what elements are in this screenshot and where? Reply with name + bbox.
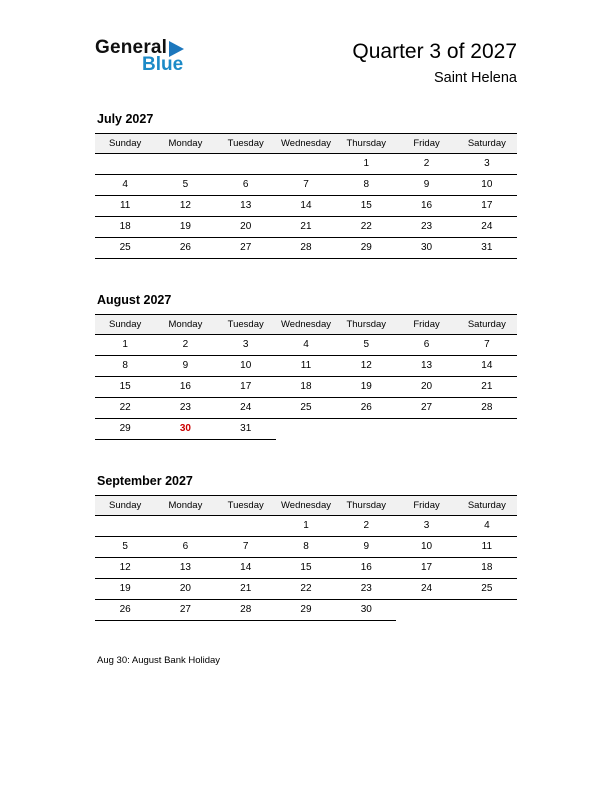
- date-cell: 17: [216, 377, 276, 398]
- date-cell: 20: [396, 377, 456, 398]
- date-cell: 24: [396, 579, 456, 600]
- date-cell: 30: [396, 238, 456, 259]
- date-cell: 21: [457, 377, 517, 398]
- date-cell: 18: [457, 558, 517, 579]
- date-cell: 19: [95, 579, 155, 600]
- empty-cell: [276, 419, 336, 440]
- date-cell: 8: [336, 175, 396, 196]
- page-header: [95, 38, 517, 86]
- date-cell: 13: [396, 356, 456, 377]
- week-row: [95, 537, 517, 558]
- date-cell: 9: [155, 356, 215, 377]
- general-blue-logo: [95, 38, 184, 74]
- date-cell: 1: [336, 154, 396, 175]
- month-section: [95, 112, 517, 259]
- date-cell: 18: [95, 217, 155, 238]
- date-cell: 14: [276, 196, 336, 217]
- date-cell: 7: [216, 537, 276, 558]
- empty-cell: [155, 154, 215, 175]
- month-calendar-table: [95, 495, 517, 621]
- week-row: [95, 217, 517, 238]
- week-row: [95, 238, 517, 259]
- week-row: [95, 154, 517, 175]
- day-header-cell: Monday: [155, 134, 215, 154]
- day-header-cell: Thursday: [336, 496, 396, 516]
- date-cell: 10: [457, 175, 517, 196]
- empty-cell: [216, 516, 276, 537]
- date-cell: 4: [276, 335, 336, 356]
- date-cell: 20: [216, 217, 276, 238]
- day-header-cell: Tuesday: [216, 315, 276, 335]
- date-cell: 25: [95, 238, 155, 259]
- date-cell: 9: [336, 537, 396, 558]
- week-row: [95, 558, 517, 579]
- week-row: [95, 600, 517, 621]
- date-cell: 17: [457, 196, 517, 217]
- date-cell: 7: [276, 175, 336, 196]
- day-header-cell: Monday: [155, 496, 215, 516]
- date-cell: 6: [396, 335, 456, 356]
- date-cell: 16: [396, 196, 456, 217]
- day-header-cell: Friday: [396, 496, 456, 516]
- page-subtitle: Saint Helena: [433, 70, 517, 86]
- week-row: [95, 377, 517, 398]
- date-cell: 9: [396, 175, 456, 196]
- date-cell: 30: [155, 419, 215, 440]
- date-cell: 22: [276, 579, 336, 600]
- date-cell: 14: [457, 356, 517, 377]
- date-cell: 23: [155, 398, 215, 419]
- day-header-cell: Wednesday: [276, 315, 336, 335]
- date-cell: 4: [95, 175, 155, 196]
- date-cell: 13: [216, 196, 276, 217]
- date-cell: 28: [276, 238, 336, 259]
- month-calendar-table: [95, 314, 517, 440]
- date-cell: 27: [155, 600, 215, 621]
- date-cell: 6: [155, 537, 215, 558]
- date-cell: 10: [396, 537, 456, 558]
- day-header-cell: Saturday: [457, 496, 517, 516]
- date-cell: 20: [155, 579, 215, 600]
- month-calendar-table: [95, 133, 517, 259]
- date-cell: 17: [396, 558, 456, 579]
- week-row: [95, 335, 517, 356]
- date-cell: 18: [276, 377, 336, 398]
- day-header-cell: Sunday: [95, 496, 155, 516]
- date-cell: 16: [155, 377, 215, 398]
- date-cell: 29: [95, 419, 155, 440]
- day-header-cell: Sunday: [95, 134, 155, 154]
- empty-cell: [396, 419, 456, 440]
- date-cell: 23: [396, 217, 456, 238]
- date-cell: 11: [276, 356, 336, 377]
- date-cell: 22: [336, 217, 396, 238]
- logo-text-general: General: [95, 37, 168, 58]
- day-header-cell: Thursday: [336, 315, 396, 335]
- week-row: [95, 196, 517, 217]
- date-cell: 5: [155, 175, 215, 196]
- day-header-cell: Friday: [396, 315, 456, 335]
- day-header-cell: Wednesday: [276, 496, 336, 516]
- day-header-cell: Wednesday: [276, 134, 336, 154]
- date-cell: 25: [276, 398, 336, 419]
- logo-text-blue: Blue: [142, 54, 184, 75]
- date-cell: 29: [276, 600, 336, 621]
- date-cell: 12: [95, 558, 155, 579]
- empty-cell: [95, 154, 155, 175]
- date-cell: 11: [457, 537, 517, 558]
- date-cell: 1: [95, 335, 155, 356]
- empty-cell: [457, 419, 517, 440]
- date-cell: 31: [216, 419, 276, 440]
- date-cell: 31: [457, 238, 517, 259]
- date-cell: 15: [276, 558, 336, 579]
- date-cell: 4: [457, 516, 517, 537]
- day-header-cell: Thursday: [336, 134, 396, 154]
- date-cell: 21: [276, 217, 336, 238]
- date-cell: 24: [457, 217, 517, 238]
- date-cell: 16: [336, 558, 396, 579]
- date-cell: 26: [95, 600, 155, 621]
- empty-cell: [336, 419, 396, 440]
- day-header-cell: Tuesday: [216, 134, 276, 154]
- day-header-cell: Saturday: [457, 315, 517, 335]
- date-cell: 1: [276, 516, 336, 537]
- date-cell: 2: [336, 516, 396, 537]
- day-header-cell: Saturday: [457, 134, 517, 154]
- date-cell: 15: [95, 377, 155, 398]
- month-section: [95, 474, 517, 621]
- title-block: [352, 40, 517, 86]
- date-cell: 23: [336, 579, 396, 600]
- date-cell: 26: [336, 398, 396, 419]
- date-cell: 25: [457, 579, 517, 600]
- date-cell: 24: [216, 398, 276, 419]
- month-title: September 2027: [97, 474, 193, 488]
- week-row: [95, 175, 517, 196]
- week-row: [95, 398, 517, 419]
- date-cell: 3: [216, 335, 276, 356]
- month-section: [95, 293, 517, 440]
- holiday-footnote: Aug 30: August Bank Holiday: [97, 655, 221, 666]
- date-cell: 3: [457, 154, 517, 175]
- week-row: [95, 419, 517, 440]
- week-row: [95, 356, 517, 377]
- week-row: [95, 516, 517, 537]
- week-row: [95, 579, 517, 600]
- date-cell: 21: [216, 579, 276, 600]
- date-cell: 29: [336, 238, 396, 259]
- date-cell: 19: [155, 217, 215, 238]
- months-container: [95, 112, 517, 621]
- day-header-cell: Friday: [396, 134, 456, 154]
- date-cell: 7: [457, 335, 517, 356]
- date-cell: 15: [336, 196, 396, 217]
- empty-cell: [457, 600, 517, 621]
- date-cell: 5: [95, 537, 155, 558]
- date-cell: 28: [216, 600, 276, 621]
- date-cell: 2: [155, 335, 215, 356]
- day-header-cell: Monday: [155, 315, 215, 335]
- day-header-cell: Tuesday: [216, 496, 276, 516]
- month-title: August 2027: [97, 293, 172, 307]
- date-cell: 12: [336, 356, 396, 377]
- date-cell: 12: [155, 196, 215, 217]
- date-cell: 3: [396, 516, 456, 537]
- date-cell: 8: [95, 356, 155, 377]
- date-cell: 27: [396, 398, 456, 419]
- date-cell: 2: [396, 154, 456, 175]
- empty-cell: [216, 154, 276, 175]
- month-title: July 2027: [97, 112, 154, 126]
- date-cell: 19: [336, 377, 396, 398]
- date-cell: 26: [155, 238, 215, 259]
- day-header-cell: Sunday: [95, 315, 155, 335]
- date-cell: 28: [457, 398, 517, 419]
- date-cell: 14: [216, 558, 276, 579]
- empty-cell: [396, 600, 456, 621]
- date-cell: 6: [216, 175, 276, 196]
- date-cell: 13: [155, 558, 215, 579]
- date-cell: 5: [336, 335, 396, 356]
- empty-cell: [95, 516, 155, 537]
- date-cell: 22: [95, 398, 155, 419]
- date-cell: 10: [216, 356, 276, 377]
- date-cell: 11: [95, 196, 155, 217]
- date-cell: 8: [276, 537, 336, 558]
- page-title: Quarter 3 of 2027: [352, 40, 517, 63]
- date-cell: 30: [336, 600, 396, 621]
- empty-cell: [155, 516, 215, 537]
- empty-cell: [276, 154, 336, 175]
- date-cell: 27: [216, 238, 276, 259]
